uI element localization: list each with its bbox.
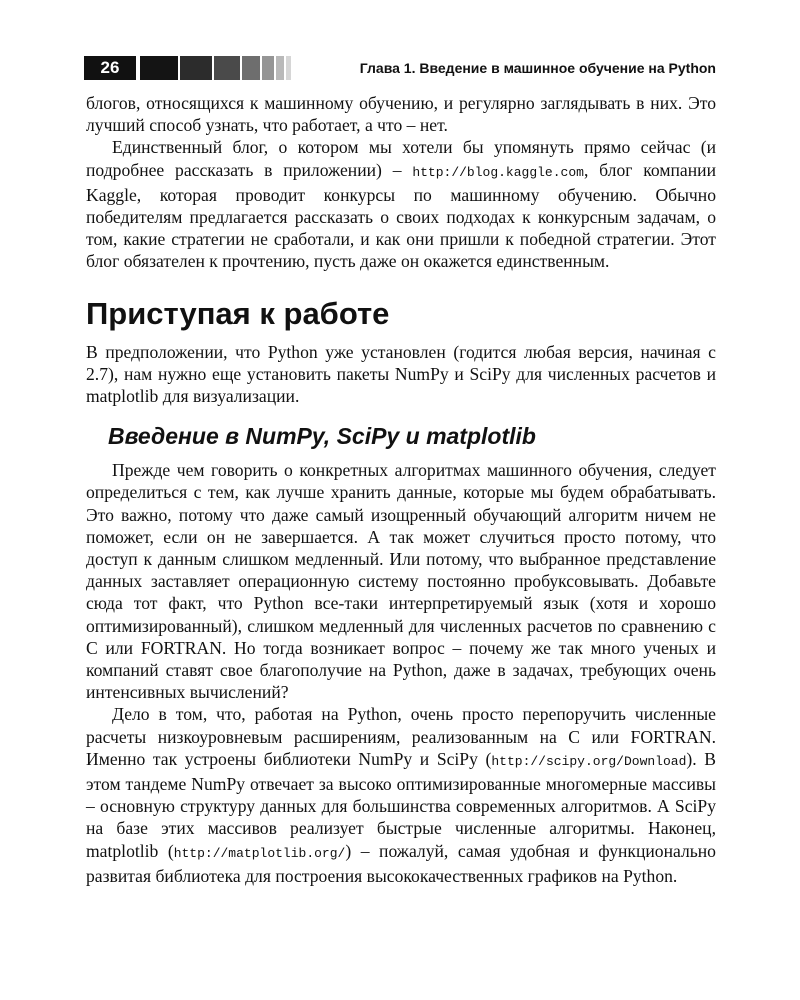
kaggle-blog-url: http://blog.kaggle.com (412, 164, 584, 180)
header-gradient-band (242, 56, 260, 80)
page-number: 26 (84, 56, 136, 80)
scipy-download-url: http://scipy.org/Download (491, 753, 687, 769)
paragraph-data-storage: Прежде чем говорить о конкретных алгоритмах машинного обучения, следует определиться с тем, как лучше хранить данные, которые мы будем обрабатывать. Это важно, потому что даже самый изощренный обучающий алгоритм ничем не поможет, если он не завершается. А так может случиться просто потому, что доступ к данным слишком медленный. Или потому, что выбранное представление данных заставляет операционную систему постоянно пробуксовывать. Добавьте сюда тот факт, что Python все-таки интерпретируемый язык (хотя и хорошо оптимизированный), слишком медленный для численных расчетов по сравнению с C или FORTRAN. Но тогда возникает вопрос – почему же так много ученых и компаний ставят свое благополучие на Python, даже в задачах, требующих очень интенсивных вычислений? (86, 460, 716, 703)
running-header (84, 56, 716, 80)
paragraph-text: ) – пожалуй, самая удобная и функционально развитая библиотека для построения высококачественных графиков на Python. (86, 840, 716, 886)
header-gradient-band (214, 56, 240, 80)
chapter-title: Глава 1. Введение в машинное обучение на Python (359, 60, 716, 76)
header-gradient-band (286, 56, 291, 80)
subsection-heading: Введение в NumPy, SciPy и matplotlib (108, 423, 536, 450)
header-gradient-band (262, 56, 274, 80)
paragraph-continued: блогов, относящихся к машинному обучению, и регулярно заглядывать в них. Это лучший способ узнать, что работает, а что – нет. (86, 93, 716, 136)
paragraph-numpy-scipy (86, 703, 716, 887)
section-heading: Приступая к работе (86, 295, 390, 331)
header-gradient-band (180, 56, 212, 80)
paragraph-kaggle-blog (86, 136, 716, 272)
paragraph-text: Единственный блог, о котором мы хотели бы упомянуть прямо сейчас (и подробнее рассказать в приложении) – (86, 137, 716, 180)
header-gradient-band (140, 56, 178, 80)
section-intro: В предположении, что Python уже установлен (годится любая версия, начиная с 2.7), нам нужно еще установить пакеты NumPy и SciPy для численных расчетов и matplotlib для визуализации. (86, 341, 716, 407)
paragraph-text: Дело в том, что, работая на Python, очень просто перепоручить численные расчеты низкоуровневым расширениям, реализованным на C или FORTRAN. Именно так устроены библиотеки NumPy и SciPy ( (86, 704, 716, 769)
header-gradient-band (276, 56, 284, 80)
page-body (86, 92, 716, 887)
paragraph-text: ). В этом тандеме NumPy отвечает за высоко оптимизированные многомерные массивы – основную структуру данных для большинства современных алгоритмов. А SciPy на базе этих массивов реализует быстрые численные алгоритмы. Наконец, matplotlib ( (86, 748, 717, 861)
matplotlib-url: http://matplotlib.org/ (173, 845, 346, 861)
paragraph-text: , блог компании Kaggle, которая проводит конкурсы по машинному обучению. Обычно победителям предлагается рассказать о своих подходах к конкурсным задачам, о том, какие стратегии не сработали, и как они пришли к победной стратегии. Этот блог обязателен к прочтению, пусть даже он окажется единственным. (86, 159, 716, 272)
